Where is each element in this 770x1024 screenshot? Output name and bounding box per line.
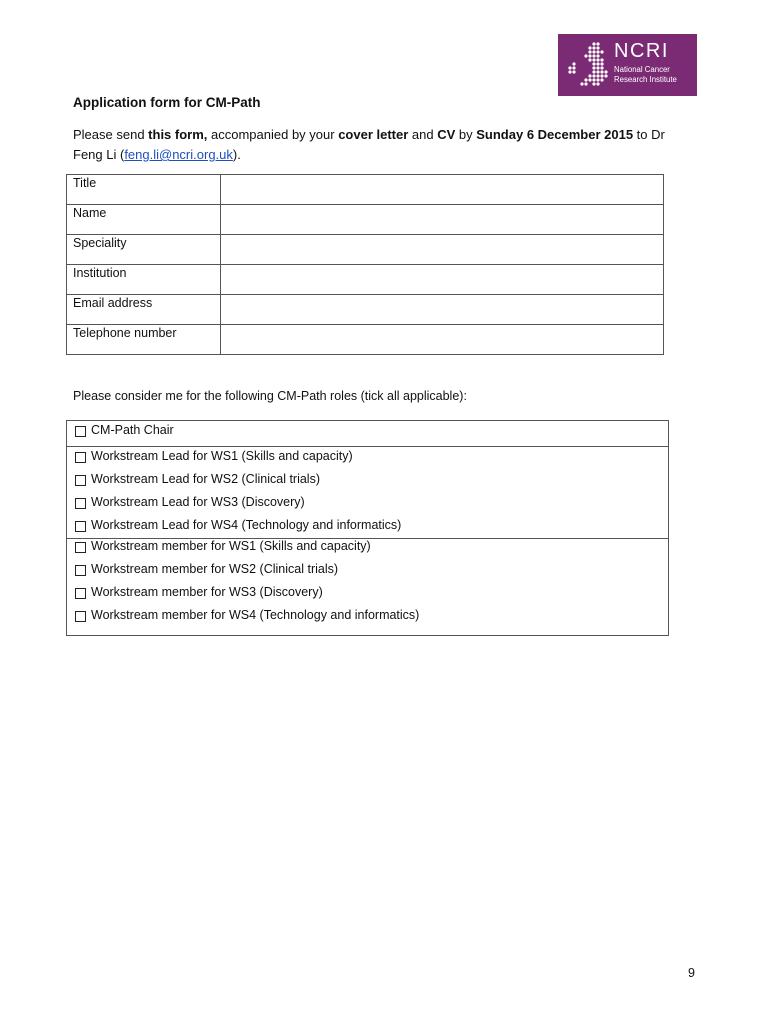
role-label: CM-Path Chair	[91, 423, 174, 437]
role-label: Workstream member for WS3 (Discovery)	[91, 585, 323, 599]
intro-bold-cover-letter: cover letter	[338, 127, 409, 142]
field-label-title: Title	[67, 175, 221, 205]
role-option-lead-ws4	[67, 518, 668, 534]
field-value-institution[interactable]	[221, 265, 664, 295]
field-label-institution: Institution	[67, 265, 221, 295]
role-label: Workstream Lead for WS4 (Technology and informatics)	[91, 518, 402, 532]
intro-bold-deadline: Sunday 6 December 2015	[476, 127, 634, 142]
field-value-telephone[interactable]	[221, 325, 664, 355]
role-option-member-ws2	[67, 562, 668, 585]
role-label: Workstream member for WS2 (Clinical trials)	[91, 562, 339, 576]
role-label: Workstream Lead for WS1 (Skills and capacity)	[91, 449, 353, 463]
intro-paragraph	[73, 125, 678, 165]
roles-group-leads	[67, 446, 668, 538]
checkbox-icon[interactable]	[75, 588, 86, 599]
table-row	[67, 325, 664, 355]
intro-text: ).	[232, 147, 241, 162]
checkbox-icon[interactable]	[75, 542, 86, 553]
roles-instruction: Please consider me for the following CM-Path roles (tick all applicable):	[73, 389, 467, 403]
field-value-email[interactable]	[221, 295, 664, 325]
logo-line-1: National Cancer	[614, 65, 670, 74]
field-value-name[interactable]	[221, 205, 664, 235]
roles-group-chair	[67, 421, 668, 446]
table-row	[67, 235, 664, 265]
role-option-lead-ws3	[67, 495, 668, 518]
field-label-speciality: Speciality	[67, 235, 221, 265]
checkbox-icon[interactable]	[75, 475, 86, 486]
logo-subtitle	[614, 65, 694, 84]
checkbox-icon[interactable]	[75, 611, 86, 622]
field-value-speciality[interactable]	[221, 235, 664, 265]
intro-text: to Dr Feng Li (	[73, 127, 665, 162]
role-option-lead-ws1	[67, 447, 668, 472]
intro-text: by	[455, 127, 477, 142]
field-label-telephone: Telephone number	[67, 325, 221, 355]
field-label-name: Name	[67, 205, 221, 235]
intro-text: Please send	[73, 127, 149, 142]
checkbox-icon[interactable]	[75, 452, 86, 463]
form-title: Application form for CM-Path	[73, 95, 261, 110]
table-row	[67, 175, 664, 205]
intro-bold-form: this form,	[148, 127, 208, 142]
logo-line-2: Research Institute	[614, 74, 677, 84]
table-row	[67, 205, 664, 235]
uk-map-icon	[564, 40, 610, 90]
role-option-member-ws3	[67, 585, 668, 608]
role-option-chair	[67, 421, 668, 445]
intro-bold-cv: CV	[437, 127, 456, 142]
checkbox-icon[interactable]	[75, 498, 86, 509]
checkbox-icon[interactable]	[75, 521, 86, 532]
applicant-details-table	[66, 174, 664, 355]
table-row	[67, 295, 664, 325]
field-value-title[interactable]	[221, 175, 664, 205]
role-label: Workstream Lead for WS2 (Clinical trials)	[91, 472, 320, 486]
role-option-lead-ws2	[67, 472, 668, 495]
role-option-member-ws1	[67, 539, 668, 562]
role-option-member-ws4	[67, 608, 668, 631]
checkbox-icon[interactable]	[75, 565, 86, 576]
role-label: Workstream member for WS4 (Technology and informatics)	[91, 608, 420, 622]
roles-group-members	[67, 538, 668, 635]
intro-text: accompanied by your	[207, 127, 339, 142]
role-label: Workstream Lead for WS3 (Discovery)	[91, 495, 305, 509]
logo-brand: NCRI	[614, 40, 669, 62]
intro-text: and	[408, 127, 438, 142]
checkbox-icon[interactable]	[75, 426, 86, 437]
table-row	[67, 265, 664, 295]
email-link[interactable]: feng.li@ncri.org.uk	[124, 147, 233, 162]
field-label-email: Email address	[67, 295, 221, 325]
roles-table	[66, 420, 669, 636]
page-number: 9	[688, 966, 695, 980]
ncri-logo	[558, 34, 697, 96]
role-label: Workstream member for WS1 (Skills and capacity)	[91, 539, 371, 553]
